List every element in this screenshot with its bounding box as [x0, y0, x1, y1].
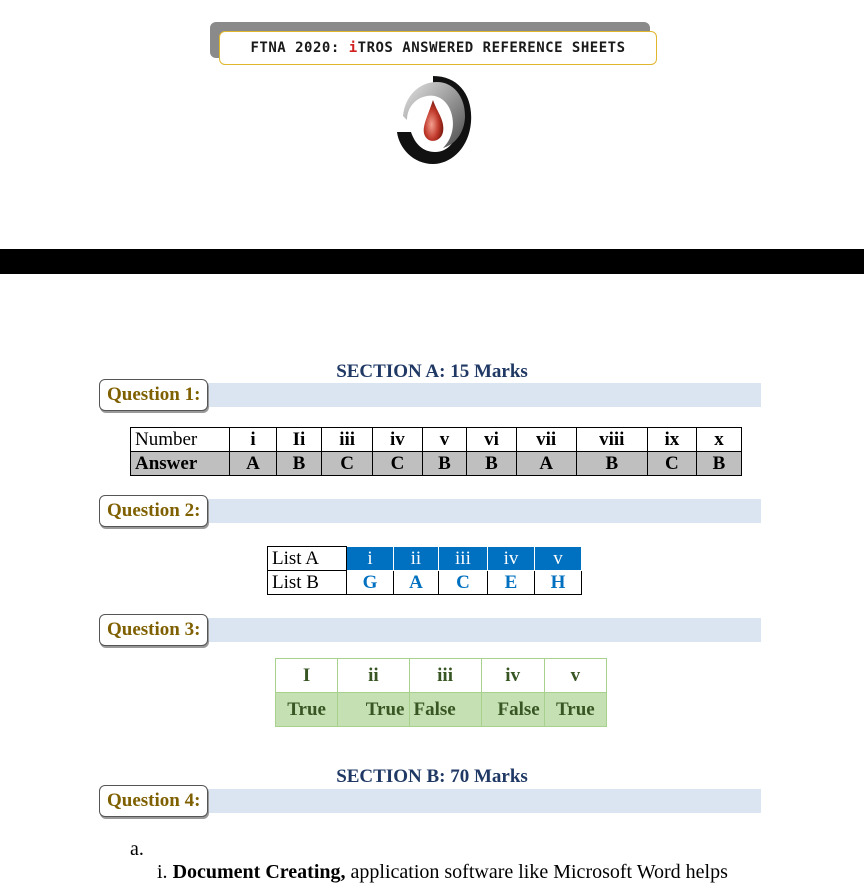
- table-cell: A: [516, 452, 576, 476]
- row-label: Answer: [131, 452, 230, 476]
- header-title-prefix: FTNA 2020:: [250, 40, 349, 56]
- table-cell: iii: [321, 428, 372, 452]
- table-row: [268, 571, 582, 595]
- question-3-label: Question 3:: [99, 614, 208, 646]
- question-2-label: Question 2:: [99, 495, 208, 527]
- table-cell: iv: [373, 428, 422, 452]
- header-banner: [219, 31, 657, 65]
- table-cell: E: [487, 571, 534, 595]
- item-bold-text: Document Creating,: [172, 861, 346, 883]
- table-cell: C: [438, 571, 487, 595]
- table-cell: ix: [647, 428, 696, 452]
- table-cell: A: [393, 571, 438, 595]
- table-cell: G: [347, 571, 394, 595]
- item-number: i.: [157, 861, 168, 883]
- table-cell: v: [544, 659, 606, 693]
- table-row: [276, 693, 607, 727]
- question-2-matching-table: [267, 546, 582, 595]
- item-text: application software like Microsoft Word helps: [345, 861, 728, 883]
- table-cell: iii: [409, 659, 481, 693]
- table-cell: i: [347, 547, 394, 571]
- table-cell: v: [422, 428, 467, 452]
- table-row: [268, 547, 582, 571]
- table-cell: vi: [467, 428, 516, 452]
- header-title-rest: TROS ANSWERED REFERENCE SHEETS: [357, 40, 626, 56]
- table-cell: C: [647, 452, 696, 476]
- table-cell: ii: [338, 659, 409, 693]
- divider-bar: [0, 249, 864, 274]
- question-1-band: [205, 383, 761, 407]
- itros-flame-logo-icon: [393, 72, 475, 168]
- row-label: List A: [268, 547, 347, 571]
- section-b-title: SECTION B: 70 Marks: [336, 766, 528, 787]
- table-cell: vii: [516, 428, 576, 452]
- table-cell: iv: [481, 659, 544, 693]
- table-cell: B: [467, 452, 516, 476]
- table-cell: B: [422, 452, 467, 476]
- header-title-accent: i: [348, 40, 358, 56]
- list-item: [157, 861, 728, 884]
- table-cell: A: [230, 452, 277, 476]
- table-cell: v: [534, 547, 581, 571]
- question-3-band: [205, 618, 761, 642]
- question-2-band: [205, 499, 761, 523]
- table-cell: viii: [576, 428, 647, 452]
- section-a-title: SECTION A: 15 Marks: [336, 361, 528, 382]
- table-cell: True: [276, 693, 338, 727]
- table-cell: Ii: [277, 428, 322, 452]
- part-label: a.: [130, 838, 144, 860]
- table-cell: True: [544, 693, 606, 727]
- table-cell: B: [277, 452, 322, 476]
- table-row: [131, 452, 742, 476]
- table-cell: True: [338, 693, 409, 727]
- question-4-band: [205, 789, 761, 813]
- row-label: Number: [131, 428, 230, 452]
- table-cell: i: [230, 428, 277, 452]
- table-cell: I: [276, 659, 338, 693]
- table-cell: B: [576, 452, 647, 476]
- table-cell: C: [321, 452, 372, 476]
- table-row: [276, 659, 607, 693]
- table-row: [131, 428, 742, 452]
- table-cell: C: [373, 452, 422, 476]
- row-label: List B: [268, 571, 347, 595]
- question-3-true-false-table: [275, 658, 607, 727]
- table-cell: False: [409, 693, 481, 727]
- question-1-label: Question 1:: [99, 379, 208, 411]
- table-cell: iii: [438, 547, 487, 571]
- question-4-label: Question 4:: [99, 785, 208, 817]
- table-cell: ii: [393, 547, 438, 571]
- table-cell: x: [697, 428, 742, 452]
- table-cell: iv: [487, 547, 534, 571]
- question-1-answer-table: [130, 427, 742, 476]
- table-cell: H: [534, 571, 581, 595]
- table-cell: False: [481, 693, 544, 727]
- table-cell: B: [697, 452, 742, 476]
